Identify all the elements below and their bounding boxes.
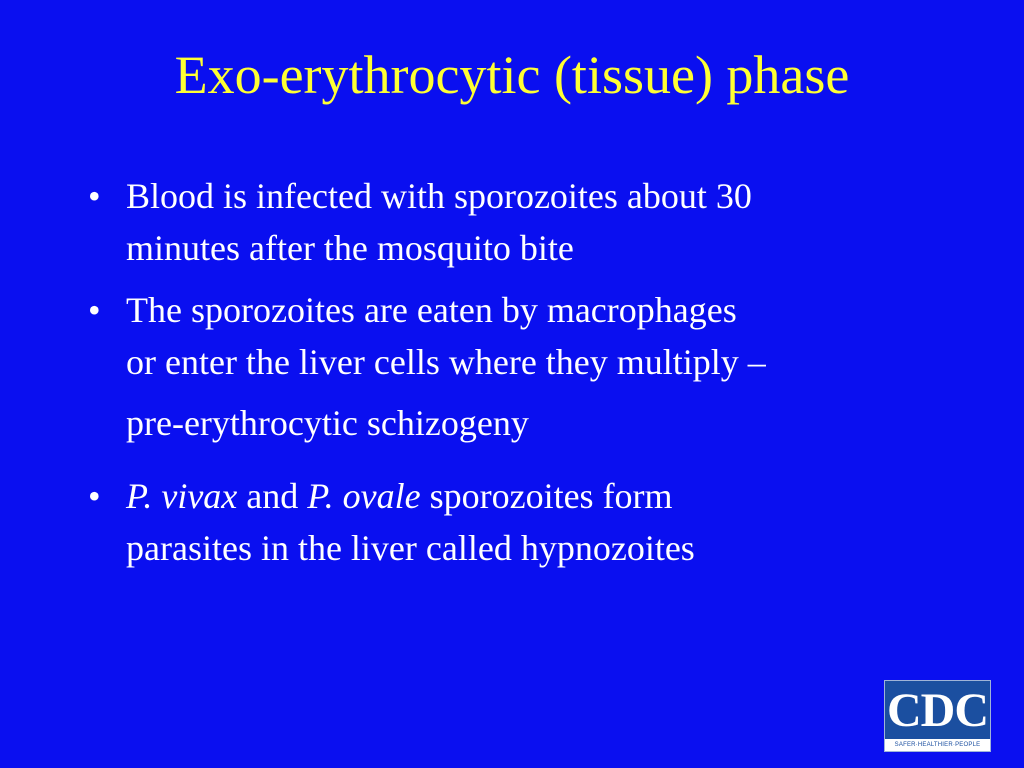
bullet-item — [88, 170, 968, 274]
cdc-logo-tagline: SAFER·HEALTHIER·PEOPLE — [894, 742, 981, 748]
bullet-dot: • — [88, 476, 101, 516]
cdc-logo — [884, 680, 991, 752]
bullet-line: or enter the liver cells where they multiply – — [126, 342, 766, 382]
bullet-line: The sporozoites are eaten by macrophages — [126, 290, 737, 330]
bullet-line: minutes after the mosquito bite — [126, 228, 574, 268]
bullet-list — [88, 170, 968, 586]
bullet-item — [88, 284, 968, 458]
bullet-line: parasites in the liver called hypnozoites — [126, 528, 695, 568]
bullet-line-rest: sporozoites form — [420, 476, 673, 516]
bullet-line: pre-erythrocytic schizogeny — [126, 403, 529, 443]
bullet-line — [126, 470, 968, 522]
bullet-text — [126, 170, 968, 274]
bullet-dot: • — [88, 290, 101, 330]
species-name: P. ovale — [307, 476, 421, 516]
conjunction: and — [237, 476, 308, 516]
bullet-text — [126, 470, 968, 574]
bullet-line: Blood is infected with sporozoites about 30 — [126, 176, 752, 216]
cdc-logo-letters: CDC — [887, 684, 988, 737]
bullet-item — [88, 470, 968, 574]
species-name: P. vivax — [126, 476, 238, 516]
slide-title: Exo-erythrocytic (tissue) phase — [174, 45, 850, 105]
bullet-dot: • — [88, 176, 101, 216]
bullet-text — [126, 284, 968, 458]
